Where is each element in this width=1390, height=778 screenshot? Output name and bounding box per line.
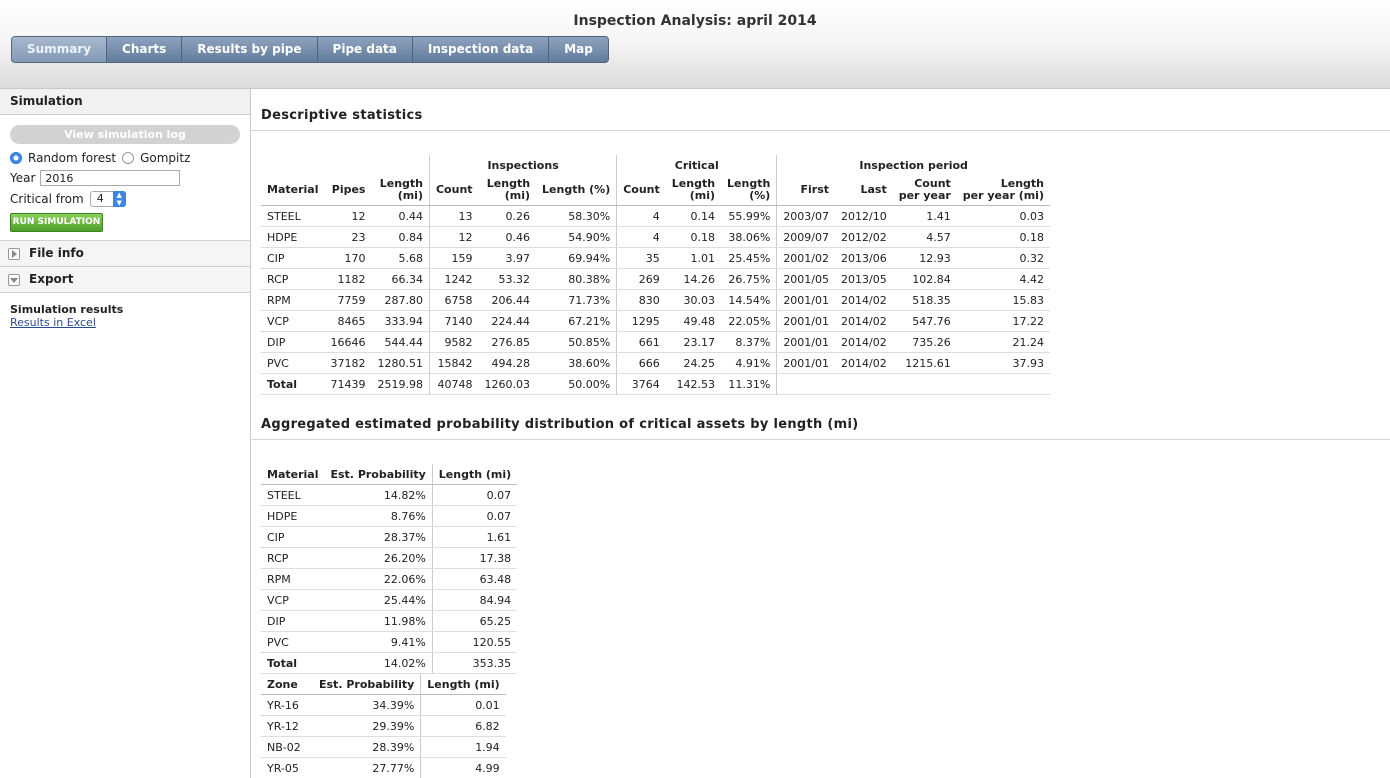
table-cell: 14.02% — [324, 653, 432, 674]
table-cell: 544.44 — [371, 332, 429, 353]
table-row — [261, 206, 1050, 227]
column-header-row — [261, 175, 1050, 206]
table-cell: 71439 — [324, 374, 371, 395]
table-cell: 9582 — [429, 332, 478, 353]
table-cell: 2001/01 — [777, 353, 835, 374]
table-cell: 11.31% — [721, 374, 777, 395]
table-cell: CIP — [261, 527, 324, 548]
column-header-row — [261, 464, 517, 485]
group-header: Critical — [617, 155, 777, 175]
table-cell: 53.32 — [479, 269, 537, 290]
descriptive-statistics-table — [261, 155, 1050, 395]
table-cell: 0.44 — [371, 206, 429, 227]
table-cell: 11.98% — [324, 611, 432, 632]
table-cell: 35 — [617, 248, 666, 269]
table-cell: 666 — [617, 353, 666, 374]
table-cell: RPM — [261, 290, 324, 311]
column-header: Count per year — [893, 175, 957, 206]
table-row — [261, 332, 1050, 353]
table-cell: 1215.61 — [893, 353, 957, 374]
table-row — [261, 269, 1050, 290]
table-cell: 494.28 — [479, 353, 537, 374]
table-row — [261, 611, 517, 632]
table-cell: 6.82 — [421, 716, 506, 737]
column-header: Length (%) — [536, 175, 617, 206]
total-row — [261, 374, 1050, 395]
critical-from-select[interactable] — [90, 191, 126, 207]
table-cell: 2001/05 — [777, 269, 835, 290]
table-cell: 50.85% — [536, 332, 617, 353]
year-input[interactable]: 2016 — [40, 170, 180, 186]
table-cell: 0.46 — [479, 227, 537, 248]
table-row — [261, 548, 517, 569]
sidebar — [0, 89, 251, 778]
table-row — [261, 227, 1050, 248]
table-row — [261, 758, 506, 778]
table-cell: 4.57 — [893, 227, 957, 248]
table-cell: 3.97 — [479, 248, 537, 269]
table-cell: RCP — [261, 269, 324, 290]
table-cell: 40748 — [429, 374, 478, 395]
table-row — [261, 353, 1050, 374]
run-simulation-button[interactable]: RUN SIMULATION — [10, 213, 103, 232]
table-cell: 28.37% — [324, 527, 432, 548]
table-cell: 0.26 — [479, 206, 537, 227]
model-options — [10, 151, 240, 165]
column-header: Length (%) — [721, 175, 777, 206]
column-header: Material — [261, 175, 324, 206]
table-cell: 2014/02 — [835, 353, 893, 374]
table-cell: 7140 — [429, 311, 478, 332]
table-cell: 65.25 — [432, 611, 517, 632]
table-cell: 22.06% — [324, 569, 432, 590]
table-cell: DIP — [261, 332, 324, 353]
table-row — [261, 485, 517, 506]
tab-inspection-data[interactable]: Inspection data — [413, 37, 549, 62]
table-cell: 0.14 — [666, 206, 721, 227]
main-content — [251, 89, 1390, 778]
table-cell: 4 — [617, 227, 666, 248]
zone-probability-table — [261, 674, 506, 778]
table-cell: 2001/01 — [777, 311, 835, 332]
table-cell: 23 — [324, 227, 371, 248]
table-cell: 17.38 — [432, 548, 517, 569]
collapse-icon — [8, 274, 20, 286]
main-tab-bar — [11, 36, 609, 63]
table-cell: 13 — [429, 206, 478, 227]
tab-results-by-pipe[interactable]: Results by pipe — [182, 37, 317, 62]
table-row — [261, 290, 1050, 311]
table-cell: 1260.03 — [479, 374, 537, 395]
table-cell: VCP — [261, 590, 324, 611]
view-simulation-log-button[interactable]: View simulation log — [10, 125, 240, 144]
results-in-excel-link[interactable]: Results in Excel — [10, 316, 96, 329]
export-label: Export — [29, 272, 74, 286]
table-row — [261, 506, 517, 527]
page-title: Inspection Analysis: april 2014 — [573, 13, 817, 29]
table-cell: 547.76 — [893, 311, 957, 332]
column-header: Count — [617, 175, 666, 206]
table-cell: 333.94 — [371, 311, 429, 332]
table-cell: 0.07 — [432, 506, 517, 527]
table-cell: 2014/02 — [835, 290, 893, 311]
table-cell: 2012/02 — [835, 227, 893, 248]
tab-summary[interactable]: Summary — [12, 37, 107, 62]
table-cell: 63.48 — [432, 569, 517, 590]
table-cell: 830 — [617, 290, 666, 311]
table-row — [261, 590, 517, 611]
critical-from-label: Critical from — [10, 192, 84, 206]
random-forest-radio[interactable] — [10, 152, 22, 164]
table-cell: 80.38% — [536, 269, 617, 290]
table-cell: 22.05% — [721, 311, 777, 332]
table-cell: 5.68 — [371, 248, 429, 269]
simulation-results — [0, 293, 250, 339]
table-cell: 2001/01 — [777, 332, 835, 353]
column-header: Count — [429, 175, 478, 206]
simulation-header: Simulation — [0, 89, 250, 115]
table-cell: 0.18 — [957, 227, 1050, 248]
table-cell: 0.03 — [957, 206, 1050, 227]
file-info-label: File info — [29, 246, 84, 260]
table-cell: 50.00% — [536, 374, 617, 395]
table-cell: 2003/07 — [777, 206, 835, 227]
table-cell: 14.26 — [666, 269, 721, 290]
table-cell: STEEL — [261, 206, 324, 227]
table-cell: Total — [261, 653, 324, 674]
simulation-panel — [0, 115, 250, 241]
table-cell: 287.80 — [371, 290, 429, 311]
select-arrows-icon: ▲ ▼ — [113, 191, 126, 207]
random-forest-label: Random forest — [28, 151, 117, 165]
table-cell: PVC — [261, 353, 324, 374]
table-cell: 38.60% — [536, 353, 617, 374]
table-cell: 735.26 — [893, 332, 957, 353]
group-header: Inspections — [429, 155, 616, 175]
table-cell: 224.44 — [479, 311, 537, 332]
table-row — [261, 569, 517, 590]
column-header: Material — [261, 464, 324, 485]
table-cell: 1295 — [617, 311, 666, 332]
table-cell: 102.84 — [893, 269, 957, 290]
table-cell: 27.77% — [313, 758, 421, 778]
table-cell: 7759 — [324, 290, 371, 311]
table-cell: 54.90% — [536, 227, 617, 248]
table-cell: 0.07 — [432, 485, 517, 506]
table-cell: 4.91% — [721, 353, 777, 374]
table-cell: 29.39% — [313, 716, 421, 737]
table-cell: 2009/07 — [777, 227, 835, 248]
table-cell: 8.76% — [324, 506, 432, 527]
table-cell: 518.35 — [893, 290, 957, 311]
column-header: Est. Probability — [324, 464, 432, 485]
table-row — [261, 653, 517, 674]
table-cell: 0.18 — [666, 227, 721, 248]
table-cell: 24.25 — [666, 353, 721, 374]
table-cell: 206.44 — [479, 290, 537, 311]
table-cell: 120.55 — [432, 632, 517, 653]
table-cell: 0.01 — [421, 695, 506, 716]
table-cell: 1.94 — [421, 737, 506, 758]
column-header: First — [777, 175, 835, 206]
table-cell: 58.30% — [536, 206, 617, 227]
column-header: Pipes — [324, 175, 371, 206]
table-cell: VCP — [261, 311, 324, 332]
table-cell: HDPE — [261, 227, 324, 248]
table-cell: 3764 — [617, 374, 666, 395]
table-cell: 353.35 — [432, 653, 517, 674]
table-cell: 2014/02 — [835, 332, 893, 353]
table-cell: 4.99 — [421, 758, 506, 778]
table-cell: 12 — [324, 206, 371, 227]
tab-map[interactable]: Map — [564, 42, 593, 56]
table-cell: RCP — [261, 548, 324, 569]
table-cell: 159 — [429, 248, 478, 269]
table-cell: YR-16 — [261, 695, 313, 716]
column-header: Length (mi) — [479, 175, 537, 206]
table-cell: CIP — [261, 248, 324, 269]
table-cell: 2012/10 — [835, 206, 893, 227]
table-cell: 12 — [429, 227, 478, 248]
table-cell: 8.37% — [721, 332, 777, 353]
app-header — [0, 0, 1390, 89]
table-cell: 28.39% — [313, 737, 421, 758]
table-cell: 2014/02 — [835, 311, 893, 332]
table-row — [261, 527, 517, 548]
table-row — [261, 695, 506, 716]
column-header: Length (mi) — [371, 175, 429, 206]
table-cell: 23.17 — [666, 332, 721, 353]
column-header: Length per year (mi) — [957, 175, 1050, 206]
table-cell: YR-05 — [261, 758, 313, 778]
table-cell: 55.99% — [721, 206, 777, 227]
gompitz-radio[interactable] — [122, 152, 134, 164]
table-cell: DIP — [261, 611, 324, 632]
table-cell: 4.42 — [957, 269, 1050, 290]
table-cell: 142.53 — [666, 374, 721, 395]
table-cell: 269 — [617, 269, 666, 290]
table-cell: 1.41 — [893, 206, 957, 227]
table-cell: RPM — [261, 569, 324, 590]
table-row — [261, 632, 517, 653]
column-header: Est. Probability — [313, 674, 421, 695]
file-info-section[interactable] — [0, 241, 250, 267]
table-cell: 66.34 — [371, 269, 429, 290]
table-cell: 26.20% — [324, 548, 432, 569]
table-row — [261, 716, 506, 737]
table-cell: 661 — [617, 332, 666, 353]
table-cell: 1242 — [429, 269, 478, 290]
table-cell: 84.94 — [432, 590, 517, 611]
material-probability-table — [261, 464, 517, 674]
column-header-row — [261, 674, 506, 695]
table-cell: 26.75% — [721, 269, 777, 290]
simulation-results-title: Simulation results — [10, 303, 124, 316]
probability-distribution-title: Aggregated estimated probability distribution of critical assets by length (mi) — [251, 398, 1390, 440]
table-cell: 276.85 — [479, 332, 537, 353]
table-cell: 9.41% — [324, 632, 432, 653]
table-cell: 1.61 — [432, 527, 517, 548]
table-cell: STEEL — [261, 485, 324, 506]
table-cell: 38.06% — [721, 227, 777, 248]
table-cell: 6758 — [429, 290, 478, 311]
table-cell: 15.83 — [957, 290, 1050, 311]
column-header: Length (mi) — [421, 674, 506, 695]
table-cell: 37.93 — [957, 353, 1050, 374]
table-cell: 17.22 — [957, 311, 1050, 332]
table-cell: 2001/01 — [777, 290, 835, 311]
table-cell: 2001/02 — [777, 248, 835, 269]
table-cell: HDPE — [261, 506, 324, 527]
table-cell: 2013/06 — [835, 248, 893, 269]
table-cell: 2519.98 — [371, 374, 429, 395]
table-cell: 15842 — [429, 353, 478, 374]
table-cell: 71.73% — [536, 290, 617, 311]
table-cell: Total — [261, 374, 324, 395]
table-cell: 37182 — [324, 353, 371, 374]
table-cell: 8465 — [324, 311, 371, 332]
group-header: Inspection period — [777, 155, 1050, 175]
table-row — [261, 311, 1050, 332]
table-cell: 1280.51 — [371, 353, 429, 374]
table-cell: YR-12 — [261, 716, 313, 737]
table-row — [261, 248, 1050, 269]
expand-icon — [8, 248, 20, 260]
table-cell: 25.44% — [324, 590, 432, 611]
export-section[interactable] — [0, 267, 250, 293]
table-cell: 30.03 — [666, 290, 721, 311]
critical-from-value: 4 — [96, 192, 104, 205]
year-label: Year — [10, 171, 36, 185]
table-cell: 1182 — [324, 269, 371, 290]
table-cell: 0.32 — [957, 248, 1050, 269]
tab-charts[interactable]: Charts — [107, 37, 182, 62]
table-cell: 34.39% — [313, 695, 421, 716]
table-cell: 0.84 — [371, 227, 429, 248]
table-cell: 2013/05 — [835, 269, 893, 290]
table-cell: 1.01 — [666, 248, 721, 269]
table-cell: NB-02 — [261, 737, 313, 758]
gompitz-label: Gompitz — [140, 151, 191, 165]
column-header: Length (mi) — [666, 175, 721, 206]
tab-pipe-data[interactable]: Pipe data — [318, 37, 413, 62]
column-header: Last — [835, 175, 893, 206]
column-header: Length (mi) — [432, 464, 517, 485]
table-cell: 170 — [324, 248, 371, 269]
table-cell: 49.48 — [666, 311, 721, 332]
descriptive-statistics-title: Descriptive statistics — [251, 89, 1390, 131]
table-cell: 12.93 — [893, 248, 957, 269]
table-cell: 14.54% — [721, 290, 777, 311]
table-cell: PVC — [261, 632, 324, 653]
table-cell: 16646 — [324, 332, 371, 353]
table-cell: 69.94% — [536, 248, 617, 269]
table-cell: 4 — [617, 206, 666, 227]
column-header: Zone — [261, 674, 313, 695]
table-cell: 67.21% — [536, 311, 617, 332]
table-cell: 14.82% — [324, 485, 432, 506]
table-cell: 21.24 — [957, 332, 1050, 353]
group-header-row — [261, 155, 1050, 175]
table-cell: 25.45% — [721, 248, 777, 269]
table-row — [261, 737, 506, 758]
